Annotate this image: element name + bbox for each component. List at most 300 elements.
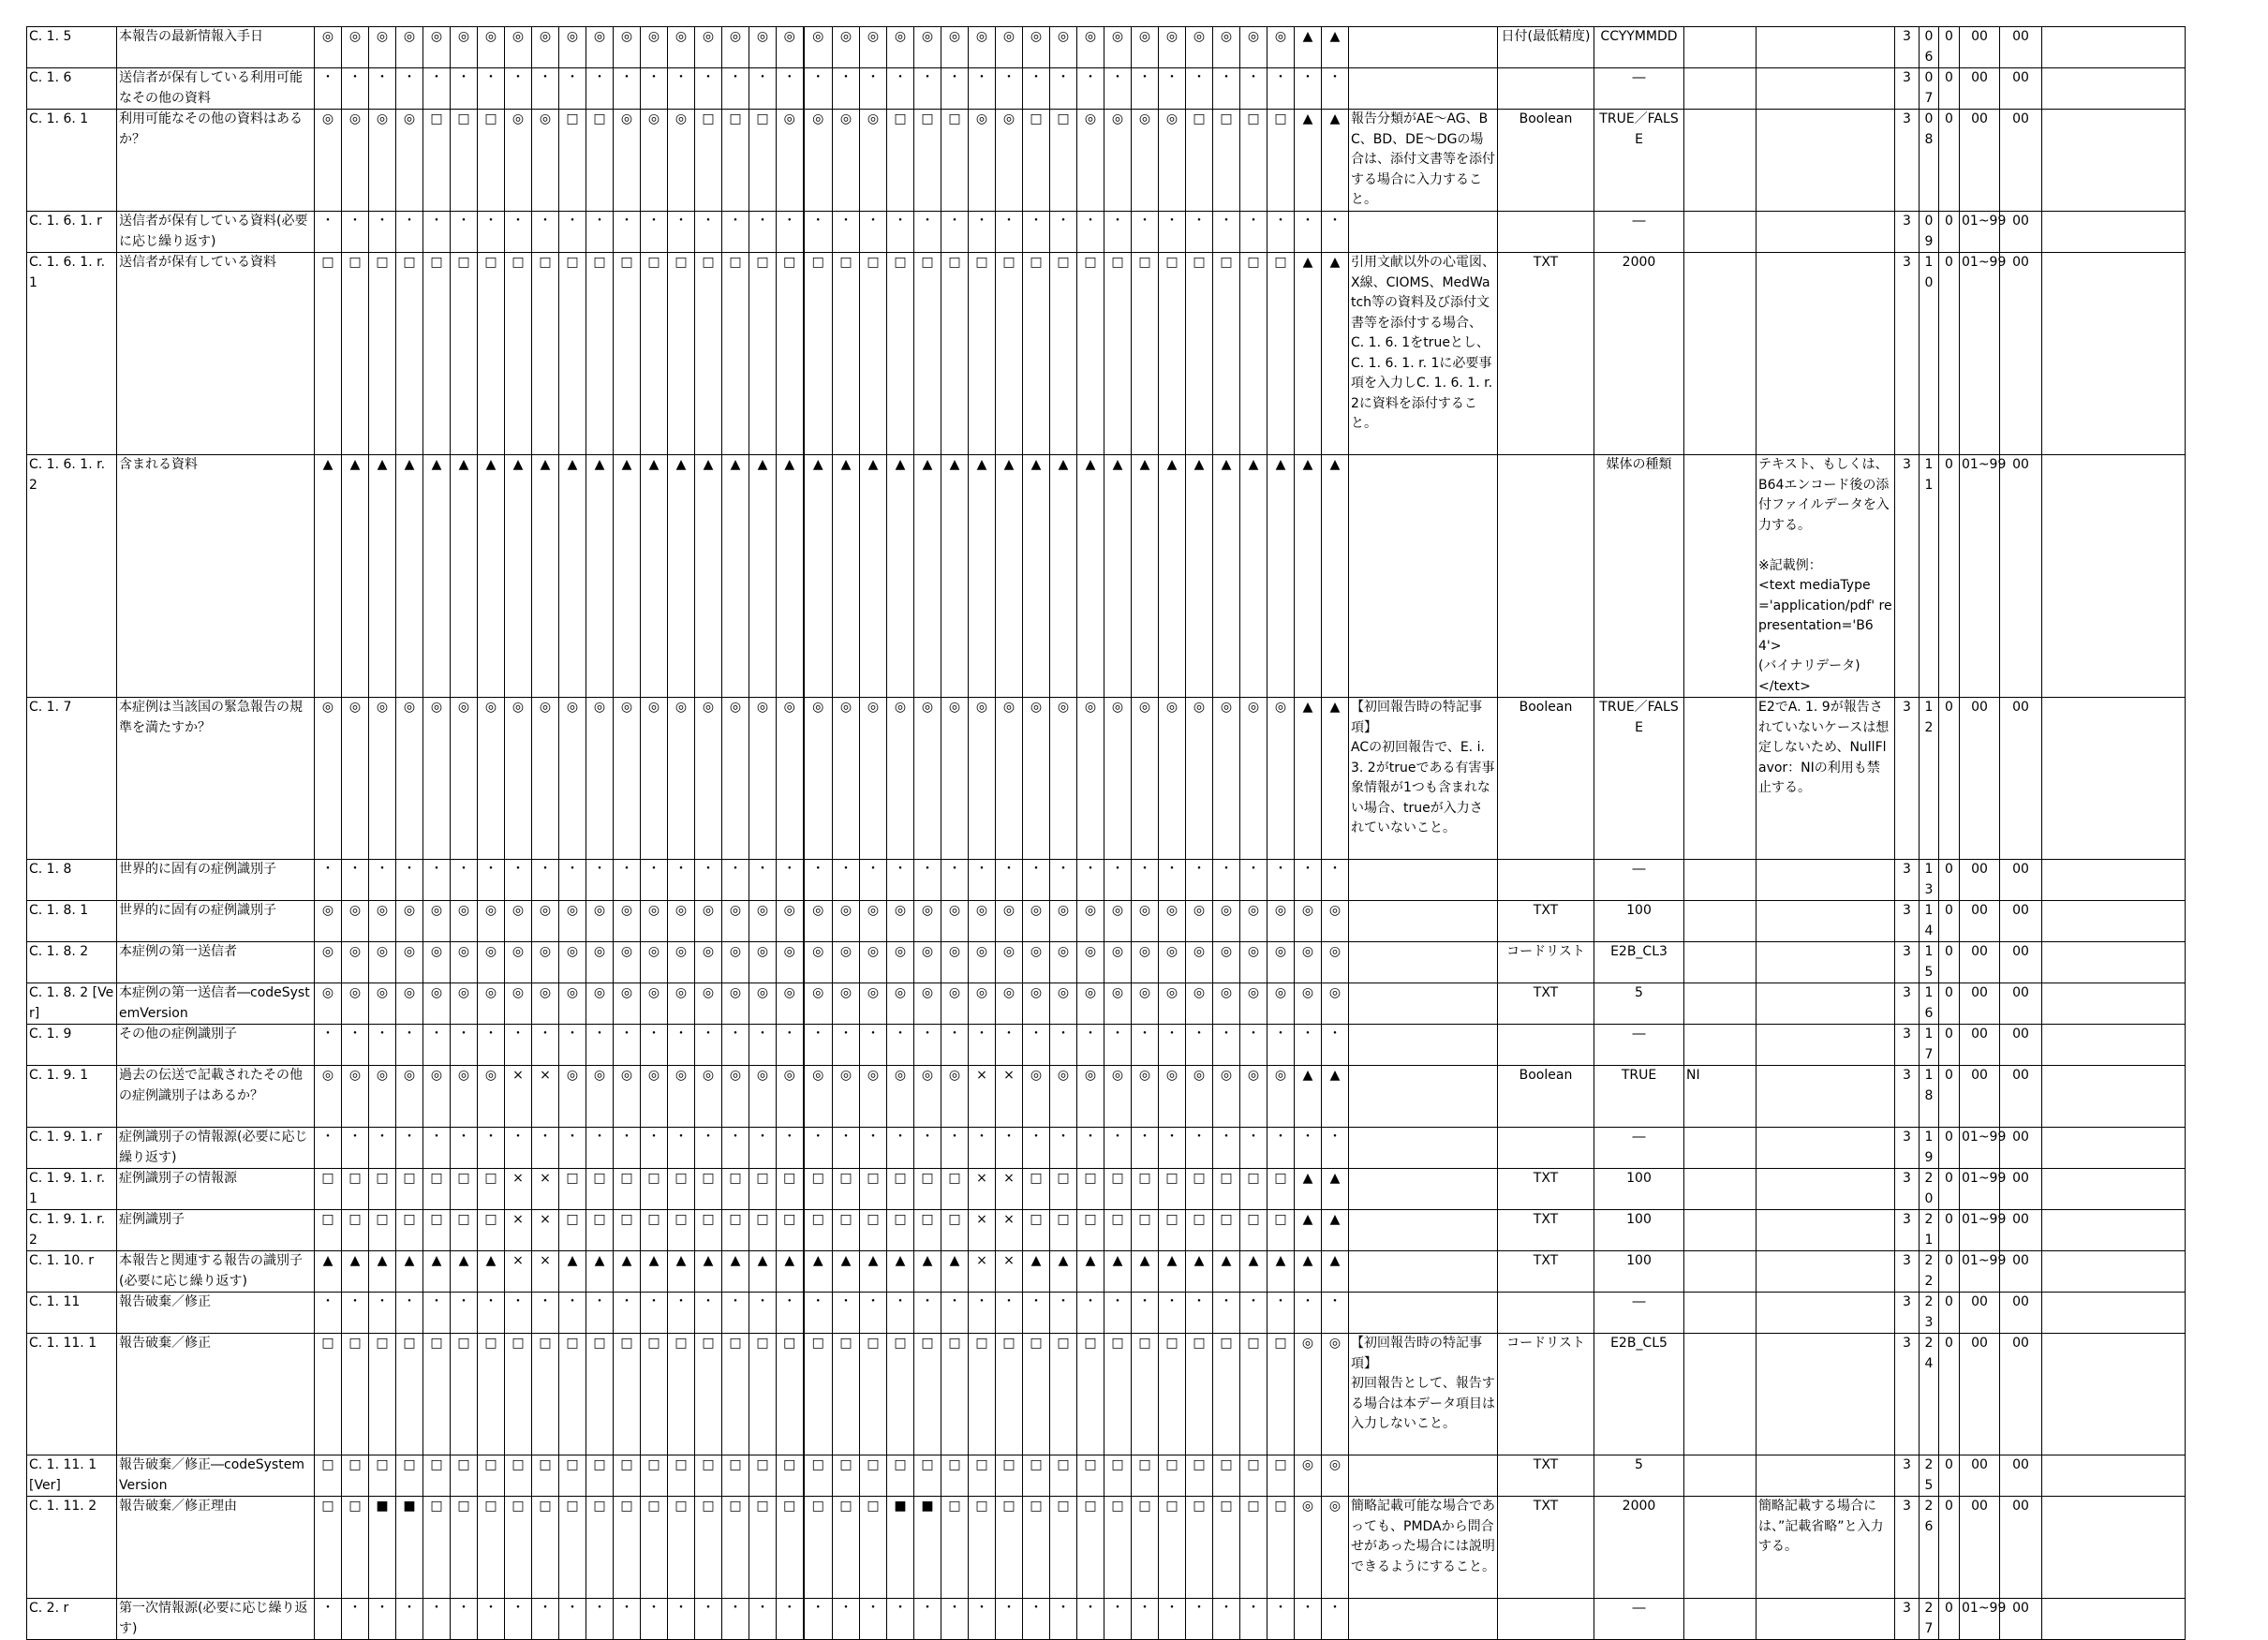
mark-cell: ・ <box>1322 212 1349 253</box>
repeat-cell: 01~99 <box>1960 1251 2000 1293</box>
mark-cell: □ <box>559 1210 586 1251</box>
mark-cell: □ <box>749 1455 777 1497</box>
mark-cell: ◎ <box>1050 983 1077 1025</box>
mark-cell: ◎ <box>777 942 804 983</box>
nullflavor-cell <box>1684 1455 1757 1497</box>
mark-cell: □ <box>614 1497 641 1599</box>
repeat-cell: 00 <box>1960 68 2000 110</box>
mark-cell: ・ <box>505 860 532 901</box>
mark-cell: □ <box>969 1497 996 1599</box>
format-cell: 5 <box>1594 1455 1684 1497</box>
repeat-cell: 00 <box>1960 860 2000 901</box>
mark-cell: □ <box>695 253 722 455</box>
mark-cell: ・ <box>342 1599 369 1640</box>
mark-cell: □ <box>804 1455 833 1497</box>
mark-cell: □ <box>1023 110 1050 212</box>
mark-cell: ◎ <box>1186 942 1213 983</box>
repeat-cell: 00 <box>1960 110 2000 212</box>
mark-cell: × <box>969 1251 996 1293</box>
mark-cell: □ <box>451 1497 478 1599</box>
mark-cell: □ <box>1077 1334 1104 1455</box>
format-cell: CCYYMMDD <box>1594 27 1684 68</box>
mark-cell: □ <box>396 1334 423 1455</box>
item-name-cell: 世界的に固有の症例識別子 <box>117 901 315 942</box>
mark-cell: ▲ <box>1322 1210 1349 1251</box>
mark-cell: ・ <box>1240 212 1267 253</box>
remark-cell <box>1757 942 1895 983</box>
data-type-cell: TXT <box>1498 1169 1594 1210</box>
mark-cell: ◎ <box>860 110 887 212</box>
mark-cell: ◎ <box>996 110 1023 212</box>
mark-cell: ◎ <box>369 698 396 860</box>
mark-cell: □ <box>342 1169 369 1210</box>
format-cell: 2000 <box>1594 1497 1684 1599</box>
mark-cell: ・ <box>833 1025 860 1066</box>
sub-cell: 00 <box>2000 1599 2042 1640</box>
mark-cell: ▲ <box>396 455 423 698</box>
mark-cell: □ <box>941 1169 969 1210</box>
mark-cell: ◎ <box>1023 27 1050 68</box>
mark-cell: □ <box>941 1334 969 1455</box>
repeat-cell: 01~99 <box>1960 212 2000 253</box>
level-cell: 3 <box>1895 901 1920 942</box>
mark-cell: ◎ <box>1240 983 1267 1025</box>
mark-cell: ・ <box>887 1025 914 1066</box>
mark-cell: ◎ <box>668 698 695 860</box>
mark-cell: ◎ <box>532 698 559 860</box>
mark-cell: □ <box>1186 1497 1213 1599</box>
table-row <box>27 1455 2186 1497</box>
mark-cell: ◎ <box>749 698 777 860</box>
sequence-cell: 20 <box>1920 1169 1939 1210</box>
mark-cell: ▲ <box>505 455 532 698</box>
mark-cell: □ <box>1050 1455 1077 1497</box>
mark-cell: ・ <box>941 1293 969 1334</box>
mark-cell: ・ <box>1322 1599 1349 1640</box>
mark-cell: ◎ <box>1050 942 1077 983</box>
mark-cell: ・ <box>451 1128 478 1169</box>
mark-cell: ・ <box>315 212 342 253</box>
mark-cell: □ <box>941 110 969 212</box>
mark-cell: ・ <box>668 1025 695 1066</box>
item-name-cell: 報告破棄／修正 <box>117 1334 315 1455</box>
mark-cell: □ <box>1186 1169 1213 1210</box>
mark-cell: ◎ <box>614 942 641 983</box>
item-id-cell: C. 1. 6. 1. r <box>27 212 117 253</box>
format-cell: ― <box>1594 1293 1684 1334</box>
mark-cell: □ <box>749 1334 777 1455</box>
level-cell: 3 <box>1895 1599 1920 1640</box>
mark-cell: ◎ <box>804 698 833 860</box>
empty-cell <box>2042 110 2186 212</box>
item-id-cell: C. 1. 9. 1 <box>27 1066 117 1128</box>
mark-cell: ・ <box>1104 1128 1132 1169</box>
mark-cell: □ <box>1213 1455 1240 1497</box>
flag-cell: 0 <box>1939 455 1960 698</box>
mark-cell: ・ <box>1132 1128 1159 1169</box>
note-cell <box>1349 1128 1498 1169</box>
nullflavor-cell <box>1684 68 1757 110</box>
sequence-cell: 15 <box>1920 942 1939 983</box>
mark-cell: □ <box>777 1334 804 1455</box>
mark-cell: ・ <box>804 860 833 901</box>
mark-cell: ・ <box>722 1025 749 1066</box>
mark-cell: □ <box>749 1169 777 1210</box>
sequence-cell: 21 <box>1920 1210 1939 1251</box>
mark-cell: □ <box>1132 1497 1159 1599</box>
mark-cell: × <box>532 1210 559 1251</box>
nullflavor-cell <box>1684 212 1757 253</box>
mark-cell: ・ <box>505 1025 532 1066</box>
mark-cell: ・ <box>1213 212 1240 253</box>
flag-cell: 0 <box>1939 253 1960 455</box>
sequence-cell: 09 <box>1920 212 1939 253</box>
table-row <box>27 212 2186 253</box>
mark-cell: ▲ <box>478 455 505 698</box>
mark-cell: ◎ <box>749 901 777 942</box>
mark-cell: ◎ <box>914 698 941 860</box>
mark-cell: □ <box>722 1497 749 1599</box>
item-id-cell: C. 1. 9. 1. r. 1 <box>27 1169 117 1210</box>
mark-cell: ・ <box>1213 1293 1240 1334</box>
mark-cell: ▲ <box>1322 1251 1349 1293</box>
sequence-cell: 13 <box>1920 860 1939 901</box>
note-cell: 【初回報告時の特記事項】 ACの初回報告で、E. i. 3. 2がtrueである有害事象情報が1つも含まれない場合、trueが入力されていないこと。 <box>1349 698 1498 860</box>
mark-cell: □ <box>887 110 914 212</box>
mark-cell: □ <box>833 1169 860 1210</box>
flag-cell: 0 <box>1939 860 1960 901</box>
flag-cell: 0 <box>1939 1293 1960 1334</box>
mark-cell: ・ <box>369 68 396 110</box>
mark-cell: □ <box>396 1169 423 1210</box>
mark-cell: ▲ <box>1213 455 1240 698</box>
mark-cell: ▲ <box>996 455 1023 698</box>
mark-cell: ・ <box>1240 1025 1267 1066</box>
mark-cell: ・ <box>532 1128 559 1169</box>
mark-cell: ◎ <box>969 942 996 983</box>
remark-cell <box>1757 1334 1895 1455</box>
item-id-cell: C. 1. 5 <box>27 27 117 68</box>
mark-cell: ◎ <box>1050 27 1077 68</box>
remark-cell <box>1757 27 1895 68</box>
mark-cell: ・ <box>941 212 969 253</box>
mark-cell: ・ <box>1023 860 1050 901</box>
mark-cell: ◎ <box>1104 698 1132 860</box>
note-cell <box>1349 1293 1498 1334</box>
mark-cell: ・ <box>749 1599 777 1640</box>
mark-cell: ◎ <box>1322 1334 1349 1455</box>
mark-cell: ◎ <box>695 27 722 68</box>
data-type-cell: TXT <box>1498 983 1594 1025</box>
mark-cell: ・ <box>1077 68 1104 110</box>
mark-cell: □ <box>586 1334 614 1455</box>
mark-cell: ◎ <box>532 942 559 983</box>
mark-cell: ◎ <box>423 698 451 860</box>
mark-cell: □ <box>451 1455 478 1497</box>
mark-cell: □ <box>860 1334 887 1455</box>
sub-cell: 00 <box>2000 698 2042 860</box>
mark-cell: ▲ <box>1295 698 1322 860</box>
mark-cell: ◎ <box>532 983 559 1025</box>
mark-cell: ▲ <box>369 455 396 698</box>
mark-cell: □ <box>641 1455 668 1497</box>
mark-cell: ・ <box>1050 1025 1077 1066</box>
mark-cell: □ <box>804 1334 833 1455</box>
mark-cell: ・ <box>749 212 777 253</box>
mark-cell: ・ <box>559 860 586 901</box>
mark-cell: ◎ <box>505 983 532 1025</box>
level-cell: 3 <box>1895 983 1920 1025</box>
mark-cell: ◎ <box>969 27 996 68</box>
item-id-cell: C. 1. 6. 1. r. 1 <box>27 253 117 455</box>
mark-cell: ▲ <box>614 455 641 698</box>
mark-cell: ■ <box>914 1497 941 1599</box>
flag-cell: 0 <box>1939 1599 1960 1640</box>
mark-cell: ・ <box>423 212 451 253</box>
mark-cell: ◎ <box>1077 942 1104 983</box>
mark-cell: ◎ <box>941 901 969 942</box>
sub-cell: 00 <box>2000 942 2042 983</box>
level-cell: 3 <box>1895 1128 1920 1169</box>
mark-cell: ・ <box>1050 68 1077 110</box>
mark-cell: ◎ <box>804 942 833 983</box>
mark-cell: ◎ <box>1240 1066 1267 1128</box>
data-type-cell <box>1498 1128 1594 1169</box>
mark-cell: ・ <box>804 212 833 253</box>
mark-cell: ▲ <box>941 455 969 698</box>
mark-cell: □ <box>1050 1169 1077 1210</box>
mark-cell: ▲ <box>1023 1251 1050 1293</box>
mark-cell: ▲ <box>1295 1066 1322 1128</box>
mark-cell: ◎ <box>1295 1497 1322 1599</box>
mark-cell: ◎ <box>396 901 423 942</box>
mark-cell: ・ <box>1322 1128 1349 1169</box>
data-type-cell: TXT <box>1498 1210 1594 1251</box>
mark-cell: ◎ <box>833 1066 860 1128</box>
mark-cell: □ <box>641 253 668 455</box>
mark-cell: ◎ <box>804 110 833 212</box>
mark-cell: ・ <box>423 860 451 901</box>
mark-cell: ・ <box>1050 212 1077 253</box>
mark-cell: □ <box>559 1334 586 1455</box>
mark-cell: □ <box>586 1455 614 1497</box>
mark-cell: ・ <box>1267 1293 1295 1334</box>
mark-cell: □ <box>668 1455 695 1497</box>
item-name-cell: 本報告の最新情報入手日 <box>117 27 315 68</box>
empty-cell <box>2042 1128 2186 1169</box>
mark-cell: ◎ <box>996 983 1023 1025</box>
mark-cell: □ <box>1050 253 1077 455</box>
remark-cell <box>1757 1169 1895 1210</box>
mark-cell: × <box>996 1251 1023 1293</box>
spec-table-body <box>27 27 2186 1640</box>
mark-cell: ・ <box>315 1293 342 1334</box>
format-cell: E2B_CL3 <box>1594 942 1684 983</box>
mark-cell: □ <box>1104 1455 1132 1497</box>
mark-cell: ◎ <box>369 942 396 983</box>
mark-cell: ・ <box>969 68 996 110</box>
mark-cell: □ <box>315 1334 342 1455</box>
mark-cell: ・ <box>695 1599 722 1640</box>
level-cell: 3 <box>1895 1293 1920 1334</box>
mark-cell: ▲ <box>1267 455 1295 698</box>
mark-cell: □ <box>451 1334 478 1455</box>
mark-cell: ▲ <box>914 455 941 698</box>
mark-cell: ◎ <box>1267 942 1295 983</box>
level-cell: 3 <box>1895 1025 1920 1066</box>
mark-cell: ・ <box>396 68 423 110</box>
mark-cell: ▲ <box>887 1251 914 1293</box>
mark-cell: ・ <box>668 1128 695 1169</box>
mark-cell: □ <box>996 253 1023 455</box>
data-type-cell: TXT <box>1498 253 1594 455</box>
mark-cell: ▲ <box>860 1251 887 1293</box>
mark-cell: ◎ <box>1159 1066 1186 1128</box>
format-cell: E2B_CL5 <box>1594 1334 1684 1455</box>
mark-cell: ◎ <box>505 110 532 212</box>
item-id-cell: C. 1. 9 <box>27 1025 117 1066</box>
item-name-cell: 報告破棄／修正理由 <box>117 1497 315 1599</box>
mark-cell: ▲ <box>695 455 722 698</box>
mark-cell: ・ <box>695 860 722 901</box>
mark-cell: ・ <box>478 1128 505 1169</box>
mark-cell: ▲ <box>1322 110 1349 212</box>
mark-cell: ◎ <box>451 27 478 68</box>
mark-cell: ◎ <box>586 698 614 860</box>
mark-cell: ▲ <box>668 1251 695 1293</box>
mark-cell: □ <box>532 1334 559 1455</box>
mark-cell: ◎ <box>1213 27 1240 68</box>
mark-cell: ・ <box>914 212 941 253</box>
mark-cell: □ <box>695 1210 722 1251</box>
mark-cell: ▲ <box>1104 455 1132 698</box>
table-row <box>27 68 2186 110</box>
repeat-cell: 00 <box>1960 1334 2000 1455</box>
flag-cell: 0 <box>1939 1169 1960 1210</box>
mark-cell: ▲ <box>1159 455 1186 698</box>
mark-cell: ◎ <box>423 901 451 942</box>
note-cell <box>1349 1169 1498 1210</box>
mark-cell: ◎ <box>532 110 559 212</box>
mark-cell: ◎ <box>668 1066 695 1128</box>
table-row <box>27 110 2186 212</box>
mark-cell: □ <box>586 1210 614 1251</box>
repeat-cell: 01~99 <box>1960 1128 2000 1169</box>
mark-cell: ・ <box>749 860 777 901</box>
note-cell <box>1349 1210 1498 1251</box>
level-cell: 3 <box>1895 212 1920 253</box>
mark-cell: × <box>505 1210 532 1251</box>
mark-cell: ◎ <box>1104 983 1132 1025</box>
remark-cell <box>1757 1251 1895 1293</box>
mark-cell: ・ <box>532 860 559 901</box>
level-cell: 3 <box>1895 1066 1920 1128</box>
mark-cell: ・ <box>695 1025 722 1066</box>
item-name-cell: 症例識別子の情報源 <box>117 1169 315 1210</box>
mark-cell: ・ <box>1213 68 1240 110</box>
data-type-cell: 日付(最低精度) <box>1498 27 1594 68</box>
mark-cell: ◎ <box>1077 1066 1104 1128</box>
flag-cell: 0 <box>1939 942 1960 983</box>
mark-cell: ・ <box>1159 1128 1186 1169</box>
mark-cell: ◎ <box>1132 698 1159 860</box>
nullflavor-cell <box>1684 253 1757 455</box>
mark-cell: ◎ <box>559 983 586 1025</box>
sequence-cell: 24 <box>1920 1334 1939 1455</box>
mark-cell: ◎ <box>369 27 396 68</box>
table-row <box>27 901 2186 942</box>
mark-cell: ◎ <box>451 901 478 942</box>
mark-cell: ・ <box>996 212 1023 253</box>
mark-cell: ・ <box>996 1293 1023 1334</box>
mark-cell: □ <box>1240 1497 1267 1599</box>
mark-cell: □ <box>1023 1455 1050 1497</box>
flag-cell: 0 <box>1939 1210 1960 1251</box>
mark-cell: □ <box>423 1334 451 1455</box>
mark-cell: □ <box>1104 1169 1132 1210</box>
data-type-cell <box>1498 1293 1594 1334</box>
mark-cell: □ <box>315 1169 342 1210</box>
mark-cell: ◎ <box>505 901 532 942</box>
mark-cell: ◎ <box>1322 901 1349 942</box>
mark-cell: ・ <box>451 212 478 253</box>
mark-cell: ・ <box>369 1293 396 1334</box>
item-id-cell: C. 1. 8 <box>27 860 117 901</box>
item-id-cell: C. 1. 8. 2 <box>27 942 117 983</box>
mark-cell: ◎ <box>1213 983 1240 1025</box>
mark-cell: ◎ <box>559 942 586 983</box>
mark-cell: □ <box>1023 1334 1050 1455</box>
mark-cell: ◎ <box>722 1066 749 1128</box>
mark-cell: ◎ <box>586 27 614 68</box>
mark-cell: □ <box>451 110 478 212</box>
mark-cell: ◎ <box>996 698 1023 860</box>
mark-cell: ・ <box>532 1599 559 1640</box>
mark-cell: □ <box>1267 110 1295 212</box>
mark-cell: ・ <box>914 860 941 901</box>
empty-cell <box>2042 1066 2186 1128</box>
mark-cell: ◎ <box>396 110 423 212</box>
table-row <box>27 942 2186 983</box>
table-row <box>27 860 2186 901</box>
mark-cell: ・ <box>668 860 695 901</box>
mark-cell: ◎ <box>505 942 532 983</box>
mark-cell: □ <box>1240 1210 1267 1251</box>
mark-cell: ・ <box>478 1599 505 1640</box>
mark-cell: ◎ <box>1050 698 1077 860</box>
remark-cell <box>1757 1128 1895 1169</box>
mark-cell: □ <box>423 253 451 455</box>
mark-cell: ・ <box>1159 68 1186 110</box>
repeat-cell: 01~99 <box>1960 455 2000 698</box>
mark-cell: ◎ <box>396 983 423 1025</box>
mark-cell: □ <box>315 1455 342 1497</box>
mark-cell: ▲ <box>1295 1210 1322 1251</box>
mark-cell: ◎ <box>1240 27 1267 68</box>
mark-cell: □ <box>833 1497 860 1599</box>
mark-cell: □ <box>586 1169 614 1210</box>
mark-cell: ・ <box>342 68 369 110</box>
mark-cell: ◎ <box>804 901 833 942</box>
mark-cell: ・ <box>969 212 996 253</box>
mark-cell: ◎ <box>614 110 641 212</box>
mark-cell: ◎ <box>315 901 342 942</box>
mark-cell: ・ <box>1322 1025 1349 1066</box>
table-row <box>27 983 2186 1025</box>
mark-cell: □ <box>941 1455 969 1497</box>
mark-cell: ◎ <box>941 983 969 1025</box>
mark-cell: ◎ <box>614 901 641 942</box>
